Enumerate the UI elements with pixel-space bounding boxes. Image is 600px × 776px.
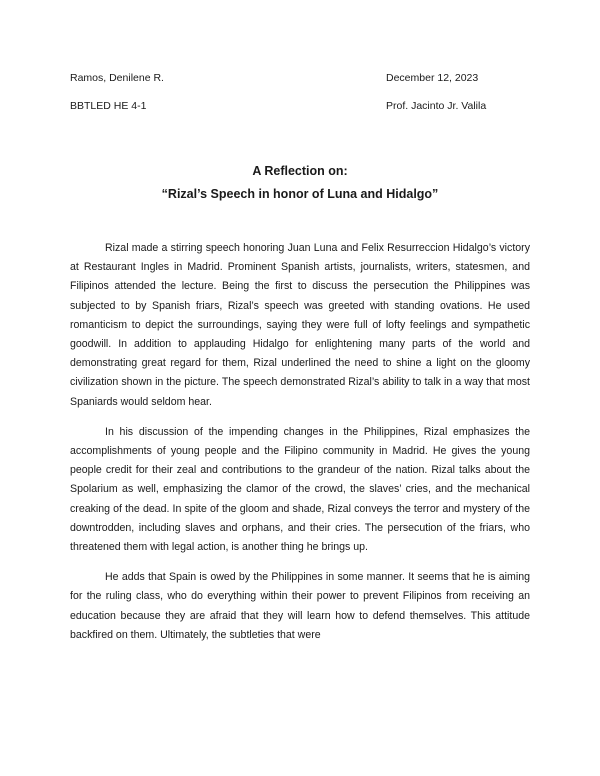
paragraph-2: In his discussion of the impending changes in the Philippines, Rizal emphasizes the accomplishments of young people and the Filipino community in Madrid. He gives the young people credit for their zeal and contributions to the grandeur of the nation. Rizal talks about the Spolarium as well, emphasizing the clamor of the crowd, the slaves’ cries, and the mechanical creaking of the dead. In spite of the gloom and shade, Rizal conveys the terror and mystery of the downtrodden, including slaves and orphans, and their cries. The persecution of the friars, who threatened them with legal action, is another thing he brings up. [70,425,530,554]
paragraph-1: Rizal made a stirring speech honoring Juan Luna and Felix Resurreccion Hidalgo’s victory at Restaurant Ingles in Madrid. Prominent Spanish artists, journalists, writers, statesmen, and Filipinos attended the lecture. Being the first to discuss the persecution the Philippines was subjected to by Spanish friars, Rizal’s speech was greeted with standing ovations. He used romanticism to depict the surroundings, saying they were full of lofty feelings and sympathetic goodwill. In addition to applauding Hidalgo for enlightening many parts of the world and demonstrating great regard for them, Rizal underlined the need to shine a light on the gloomy civilization shown in the picture. The speech demonstrated Rizal’s ability to talk in a way that most Spaniards would seldom hear. [70,242,530,408]
title-line-2: “Rizal’s Speech in honor of Luna and Hidalgo” [161,187,439,201]
paragraph-3: He adds that Spain is owed by the Philippines in some manner. It seems that he is aiming for the ruling class, who do everything within their power to prevent Filipinos from receiving an education because they are afraid that they will learn how to defend themselves. This attitude backfired on them. Ultimately, the subtleties that were [70,571,530,641]
professor-name: Prof. Jacinto Jr. Valila [386,100,487,112]
author-name: Ramos, Denilene R. [70,72,164,84]
document-date: December 12, 2023 [386,72,479,84]
title-line-1: A Reflection on: [252,164,348,178]
document-title [70,160,530,206]
document-body [70,239,530,656]
class-section: BBTLED HE 4-1 [70,100,147,112]
